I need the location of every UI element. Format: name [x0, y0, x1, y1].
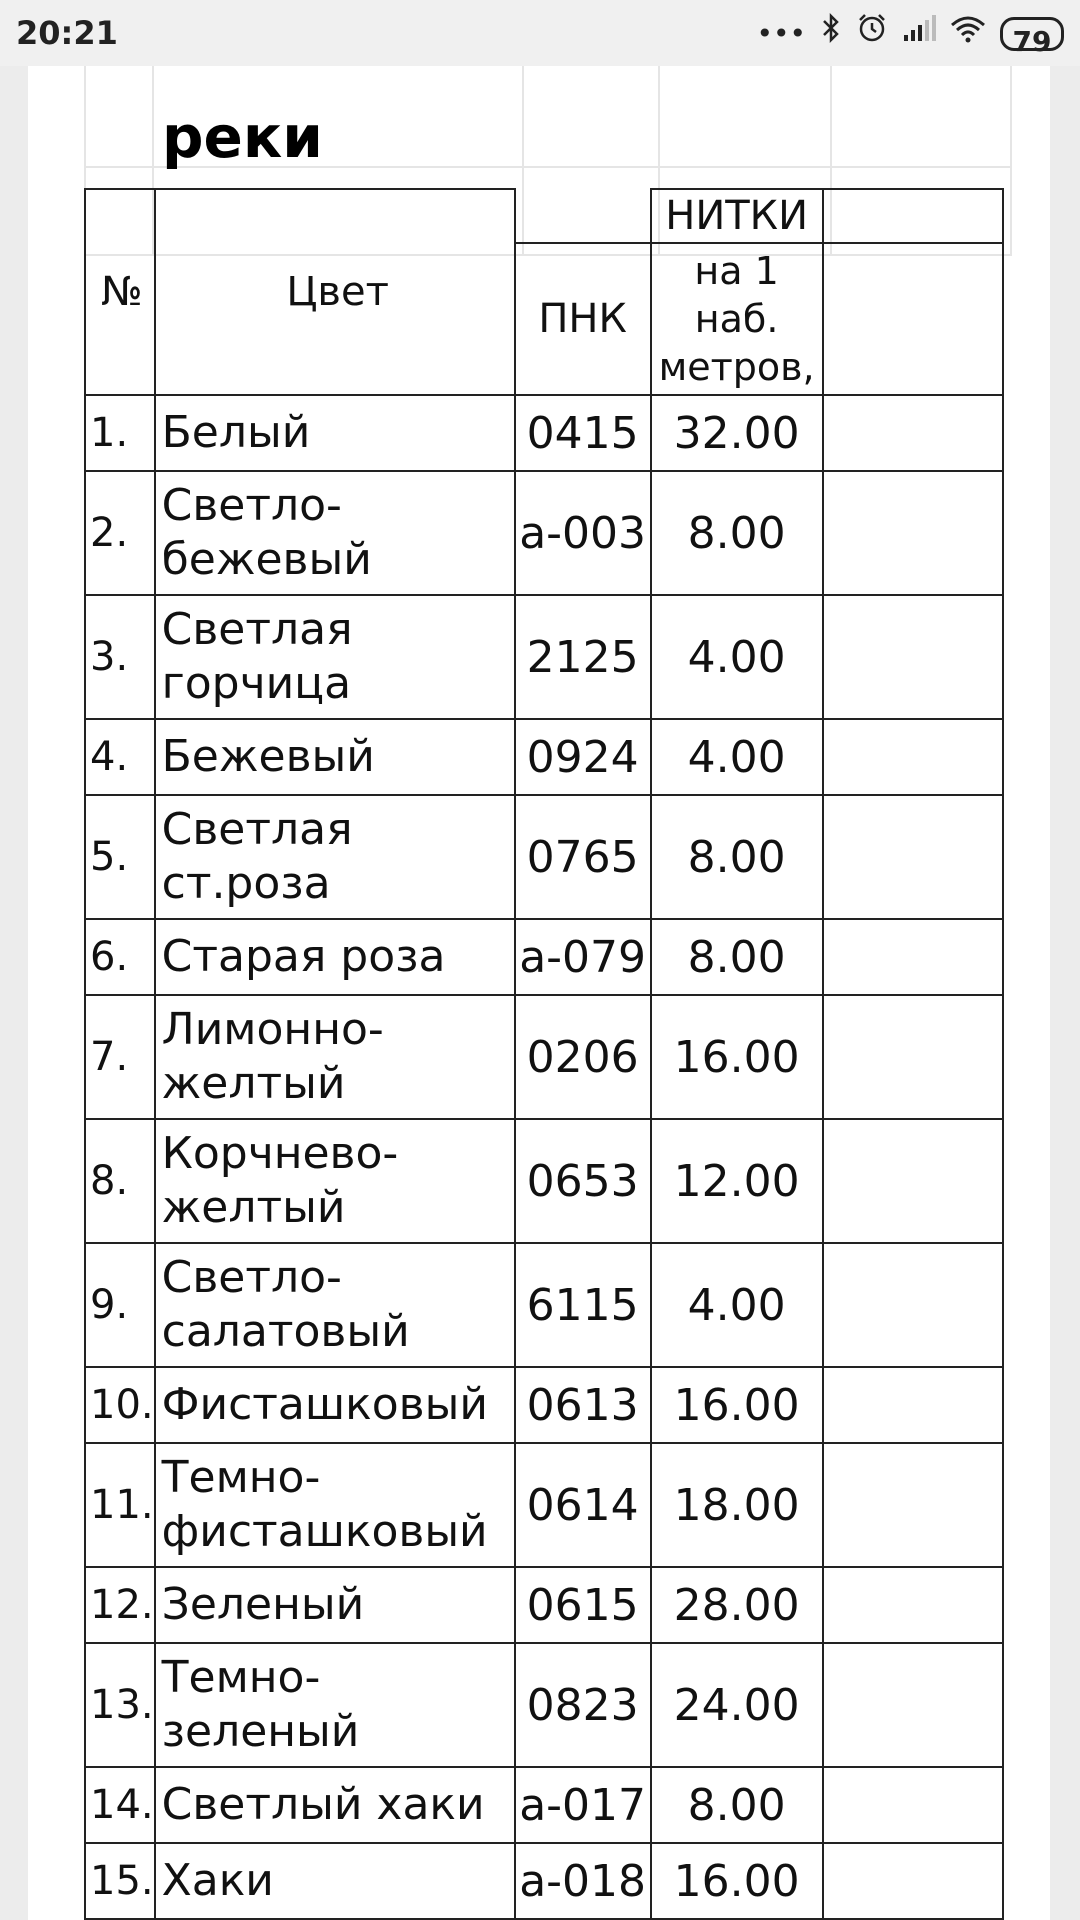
row-code: 0615 — [515, 1567, 651, 1643]
row-qty: 8.00 — [651, 1767, 823, 1843]
header-blank — [515, 189, 651, 243]
status-icons — [756, 12, 1064, 56]
row-extra — [823, 1567, 1003, 1643]
row-num: 15. — [85, 1843, 155, 1919]
row-extra — [823, 1119, 1003, 1243]
signal-icon — [902, 12, 936, 56]
row-code: 6115 — [515, 1243, 651, 1367]
row-code: а-018 — [515, 1843, 651, 1919]
row-qty: 4.00 — [651, 719, 823, 795]
row-extra — [823, 919, 1003, 995]
header-color: Цвет — [155, 189, 515, 395]
row-color-name: Зеленый — [155, 1567, 515, 1643]
battery-icon: 79 — [1000, 17, 1064, 51]
row-extra — [823, 1367, 1003, 1443]
row-num: 12. — [85, 1567, 155, 1643]
table-row — [85, 1119, 1003, 1243]
table-row — [85, 471, 1003, 595]
row-qty: 4.00 — [651, 595, 823, 719]
row-code: а-017 — [515, 1767, 651, 1843]
row-qty: 24.00 — [651, 1643, 823, 1767]
row-qty: 8.00 — [651, 919, 823, 995]
row-color-name: Фисташковый — [155, 1367, 515, 1443]
status-bar — [0, 0, 1080, 66]
header-num: № — [85, 189, 155, 395]
more-dots-icon: ••• — [756, 17, 806, 50]
row-color-name: Светлый хаки — [155, 1767, 515, 1843]
table-row — [85, 1367, 1003, 1443]
title-blank-cell — [85, 66, 153, 167]
row-code: 0924 — [515, 719, 651, 795]
row-color-name: Бежевый — [155, 719, 515, 795]
row-qty: 4.00 — [651, 1243, 823, 1367]
table-row — [85, 919, 1003, 995]
row-color-name: Лимонно-желтый — [155, 995, 515, 1119]
row-num: 13. — [85, 1643, 155, 1767]
title-blank-cell — [523, 66, 659, 167]
row-qty: 8.00 — [651, 471, 823, 595]
row-color-name: Темно-фисташковый — [155, 1443, 515, 1567]
row-qty: 16.00 — [651, 1843, 823, 1919]
row-qty: 32.00 — [651, 395, 823, 471]
row-color-name: Белый — [155, 395, 515, 471]
alarm-icon — [856, 12, 888, 57]
row-extra — [823, 1843, 1003, 1919]
wifi-icon — [950, 12, 986, 56]
row-extra — [823, 795, 1003, 919]
row-extra — [823, 1767, 1003, 1843]
table-row — [85, 1767, 1003, 1843]
row-extra — [823, 1243, 1003, 1367]
table-row — [85, 1243, 1003, 1367]
table-row — [85, 1643, 1003, 1767]
row-color-name: Темно-зеленый — [155, 1643, 515, 1767]
row-code: 0765 — [515, 795, 651, 919]
row-num: 9. — [85, 1243, 155, 1367]
row-qty: 16.00 — [651, 1367, 823, 1443]
row-num: 1. — [85, 395, 155, 471]
document-page — [28, 66, 1050, 1920]
row-qty: 18.00 — [651, 1443, 823, 1567]
title-blank-cell — [659, 66, 831, 167]
threads-table — [84, 188, 1004, 1920]
row-extra — [823, 719, 1003, 795]
table-row — [85, 1567, 1003, 1643]
row-num: 3. — [85, 595, 155, 719]
status-time: 20:21 — [16, 14, 118, 52]
row-extra — [823, 1443, 1003, 1567]
bluetooth-icon — [820, 12, 842, 57]
row-code: 0206 — [515, 995, 651, 1119]
row-color-name: Светло-бежевый — [155, 471, 515, 595]
row-num: 8. — [85, 1119, 155, 1243]
table-row — [85, 1443, 1003, 1567]
row-qty: 16.00 — [651, 995, 823, 1119]
document-title: реки — [153, 66, 523, 167]
row-color-name: Старая роза — [155, 919, 515, 995]
row-code: а-003 — [515, 471, 651, 595]
header-code: ПНК — [515, 243, 651, 395]
row-num: 10. — [85, 1367, 155, 1443]
table-row — [85, 595, 1003, 719]
table-row — [85, 795, 1003, 919]
row-code: 0823 — [515, 1643, 651, 1767]
header-blank — [823, 189, 1003, 243]
table-row — [85, 719, 1003, 795]
row-color-name: Хаки — [155, 1843, 515, 1919]
row-num: 4. — [85, 719, 155, 795]
row-qty: 12.00 — [651, 1119, 823, 1243]
row-extra — [823, 995, 1003, 1119]
header-row — [85, 189, 1003, 243]
table-row — [85, 995, 1003, 1119]
header-extra — [823, 243, 1003, 395]
row-color-name: Корчнево-желтый — [155, 1119, 515, 1243]
header-qty: на 1 наб. метров, — [651, 243, 823, 395]
row-extra — [823, 395, 1003, 471]
row-num: 5. — [85, 795, 155, 919]
row-color-name: Светлая ст.роза — [155, 795, 515, 919]
row-num: 6. — [85, 919, 155, 995]
row-code: 0653 — [515, 1119, 651, 1243]
table-row — [85, 395, 1003, 471]
table-row — [85, 1843, 1003, 1919]
row-num: 14. — [85, 1767, 155, 1843]
row-code: а-079 — [515, 919, 651, 995]
row-color-name: Светлая горчица — [155, 595, 515, 719]
row-qty: 8.00 — [651, 795, 823, 919]
row-code: 0614 — [515, 1443, 651, 1567]
row-num: 11. — [85, 1443, 155, 1567]
row-color-name: Светло-салатовый — [155, 1243, 515, 1367]
row-extra — [823, 1643, 1003, 1767]
row-num: 7. — [85, 995, 155, 1119]
row-num: 2. — [85, 471, 155, 595]
row-qty: 28.00 — [651, 1567, 823, 1643]
row-code: 0415 — [515, 395, 651, 471]
row-extra — [823, 471, 1003, 595]
row-code: 2125 — [515, 595, 651, 719]
row-code: 0613 — [515, 1367, 651, 1443]
title-blank-cell — [831, 66, 1011, 167]
row-extra — [823, 595, 1003, 719]
header-threads: НИТКИ — [651, 189, 823, 243]
